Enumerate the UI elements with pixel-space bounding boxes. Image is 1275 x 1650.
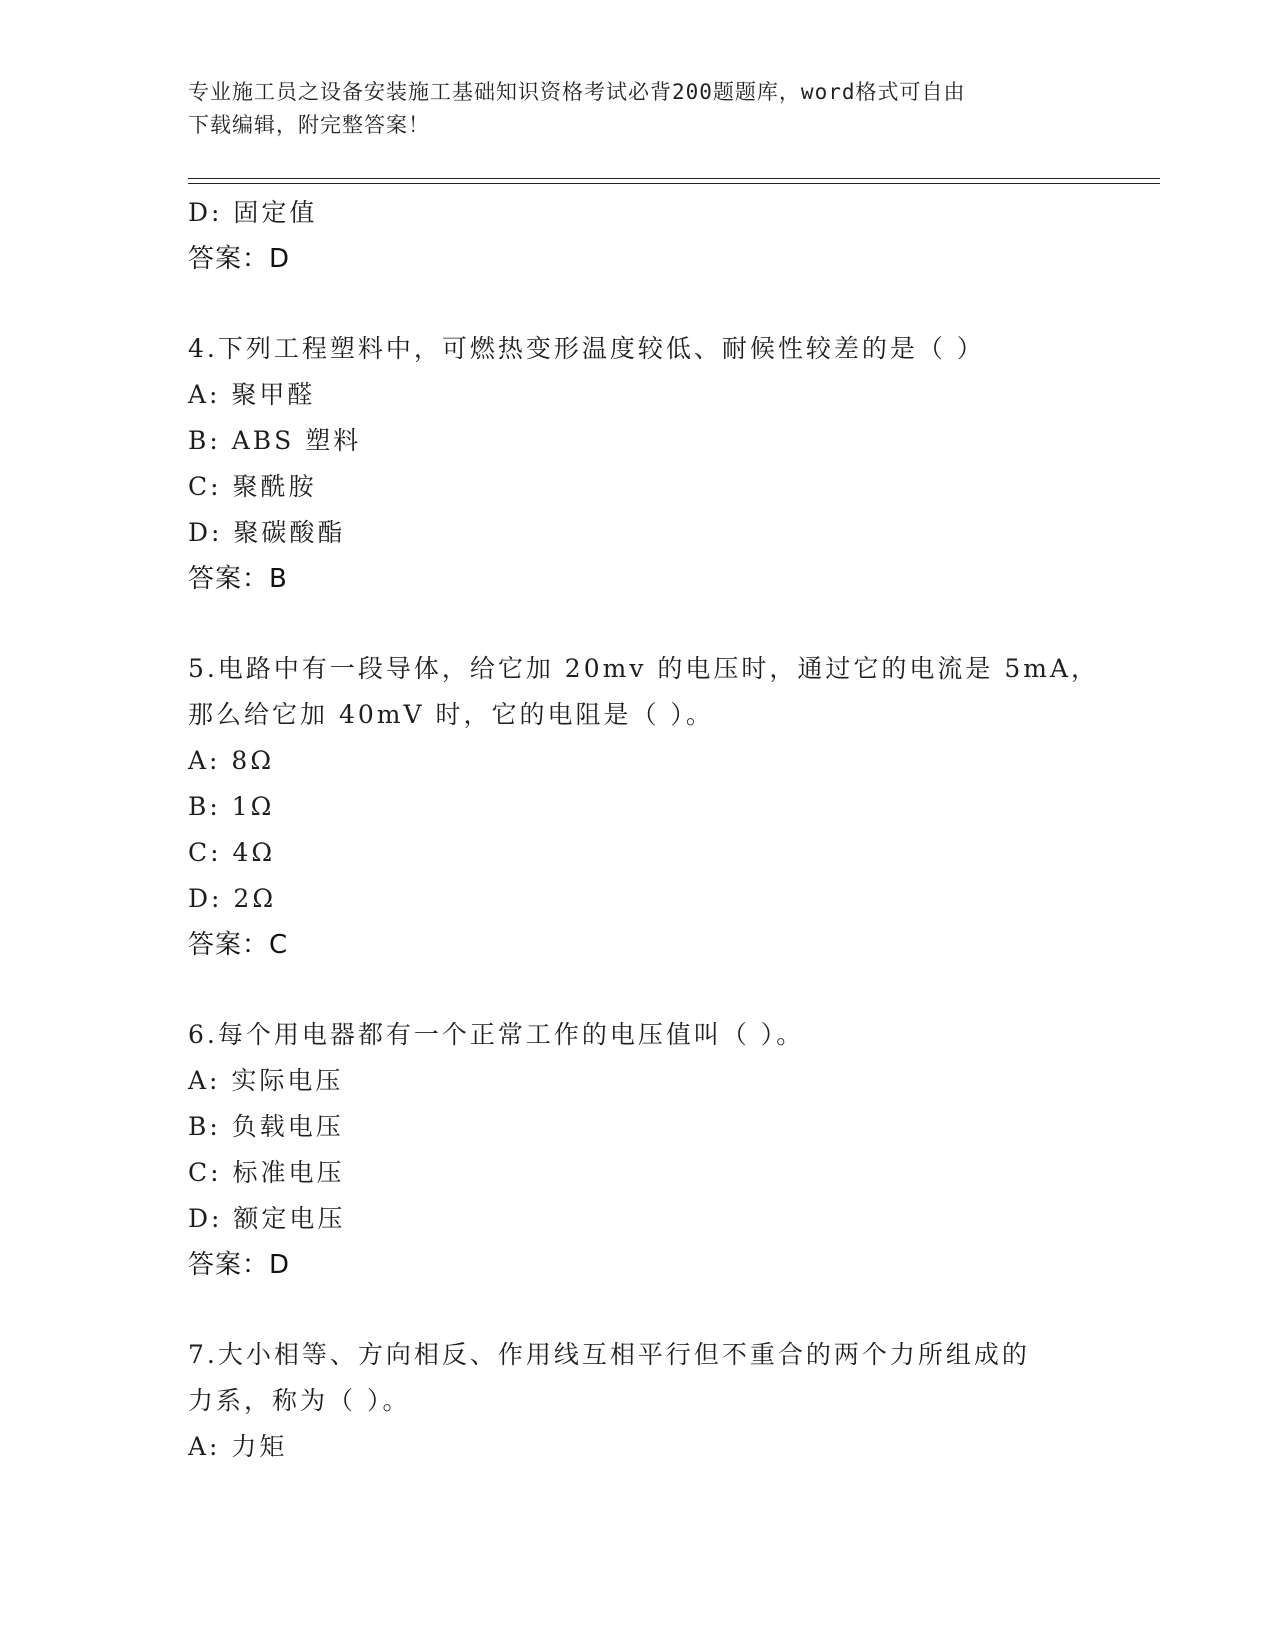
question-stem: 7.大小相等、方向相反、作用线互相平行但不重合的两个力所组成的 xyxy=(188,1340,1030,1369)
question-5 xyxy=(188,646,1100,968)
question-stem-continued: 力系，称为（ ）。 xyxy=(188,1386,411,1415)
option-c: C: 4Ω xyxy=(188,838,276,867)
header-divider-top xyxy=(188,178,1160,179)
option-c: C: 聚酰胺 xyxy=(188,472,317,501)
question-stem: 6.每个用电器都有一个正常工作的电压值叫（ ）。 xyxy=(188,1020,805,1049)
option-a: A: 8Ω xyxy=(188,746,275,775)
option-c: C: 标准电压 xyxy=(188,1158,345,1187)
question-4 xyxy=(188,326,1088,602)
option-b: B: ABS 塑料 xyxy=(188,426,362,455)
document-header xyxy=(188,76,1068,142)
option-d: D: 2Ω xyxy=(188,884,277,913)
header-title-line-1: 专业施工员之设备安装施工基础知识资格考试必背200题题库，word格式可自由 xyxy=(188,80,966,104)
option-b: B: 负载电压 xyxy=(188,1112,344,1141)
question-stem-continued: 那么给它加 40mV 时，它的电阻是（ ）。 xyxy=(188,700,714,729)
option-a: A: 力矩 xyxy=(188,1432,288,1461)
option-a: A: 聚甲醛 xyxy=(188,380,316,409)
question-3-continuation xyxy=(188,190,1088,282)
option-d: D: 聚碳酸酯 xyxy=(188,518,346,547)
option-b: B: 1Ω xyxy=(188,792,275,821)
answer-line: 答案：D xyxy=(188,1250,291,1280)
question-6 xyxy=(188,1012,1088,1288)
question-7 xyxy=(188,1332,1088,1470)
question-stem: 5.电路中有一段导体，给它加 20mv 的电压时，通过它的电流是 5mA， xyxy=(188,654,1100,683)
header-title-line-2: 下载编辑，附完整答案！ xyxy=(188,113,430,137)
answer-line: 答案：B xyxy=(188,564,288,594)
question-stem: 4.下列工程塑料中，可燃热变形温度较低、耐候性较差的是（ ） xyxy=(188,334,985,363)
question-list xyxy=(188,190,1100,1470)
option-d: D: 额定电压 xyxy=(188,1204,346,1233)
option-a: A: 实际电压 xyxy=(188,1066,344,1095)
header-divider-bottom xyxy=(188,183,1160,184)
answer-line: 答案：D xyxy=(188,244,291,274)
option-d: D: 固定值 xyxy=(188,198,318,227)
answer-line: 答案：C xyxy=(188,930,289,960)
